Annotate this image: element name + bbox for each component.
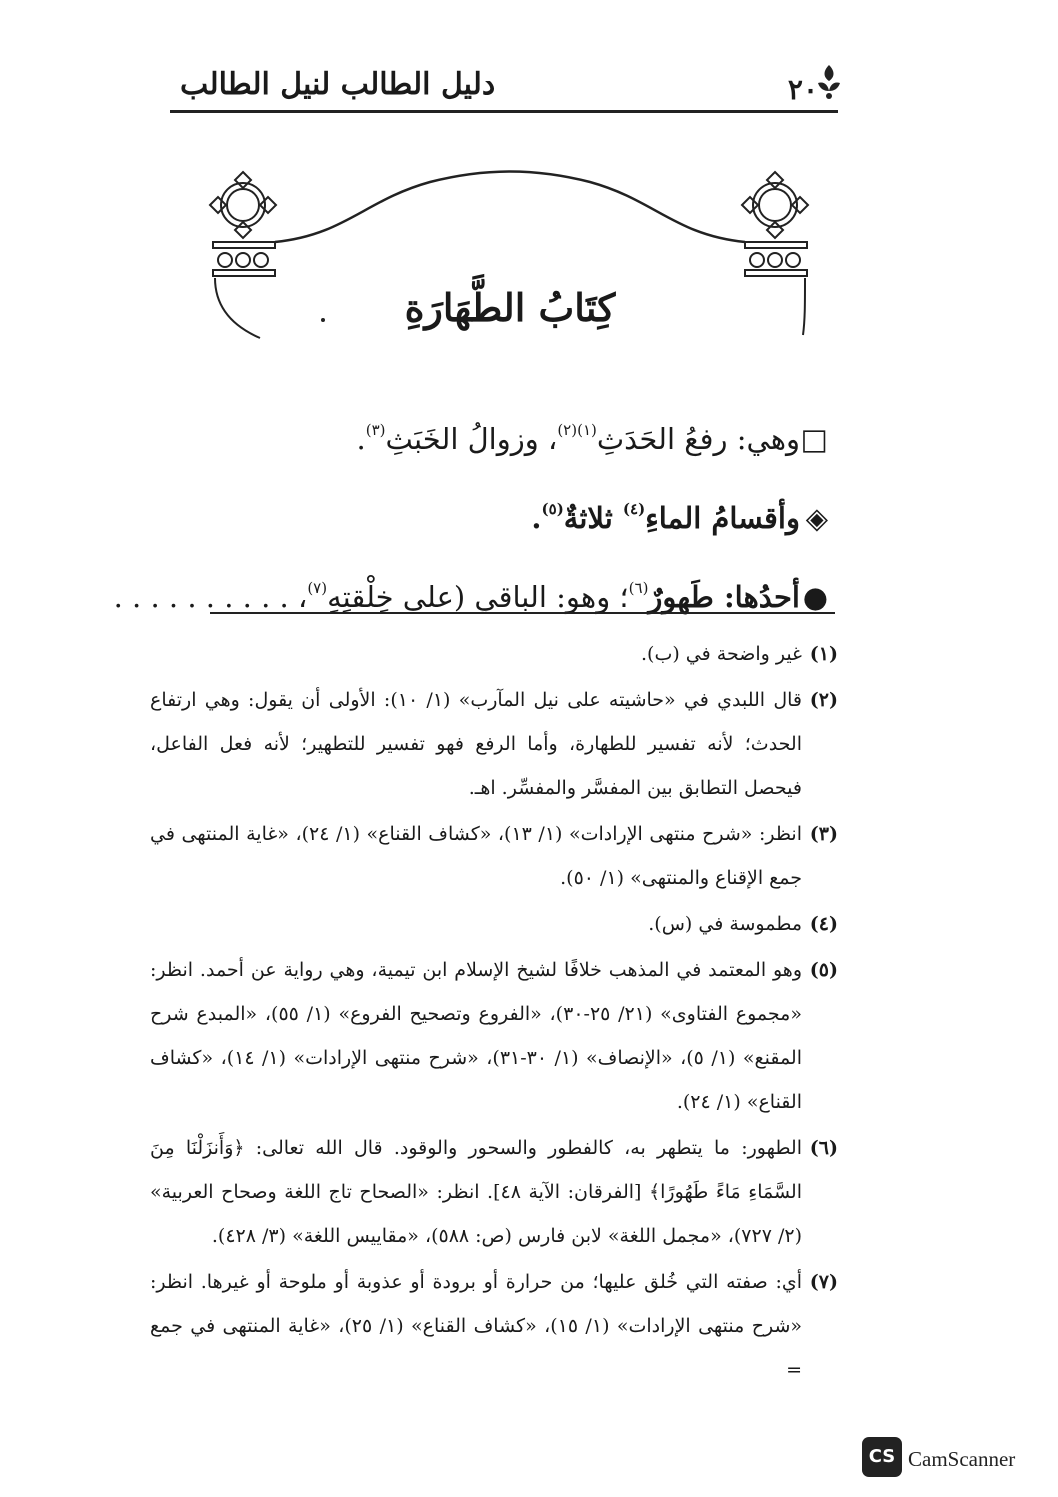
footnote-number: (٣) — [809, 823, 838, 845]
running-title: دليل الطالب لنيل الطالب — [180, 67, 496, 102]
footnote-text: قال اللبدي في «حاشيته على نيل المآرب» (١/ ١٠): الأولى أن يقول: وهي ارتفاع الحدث؛ لأنه تفسير للطهارة، وأما الرفع فهو تفسير للتطهير؛ لأنه فعل الفاعل، فيحصل التطابق بين المفسَّر والمفسِّر. اهـ. — [150, 689, 802, 799]
page-header — [170, 55, 838, 115]
footnote-text: انظر: «شرح منتهى الإرادات» (١/ ١٣)، «كشاف القناع» (١/ ٢٤)، «غاية المنتهى في جمع الإقناع والمنتهى» (١/ ٥٠). — [150, 823, 802, 889]
footnote-ref: (٣) — [365, 421, 386, 439]
main-text-run: . — [356, 422, 366, 456]
footnote-separator — [210, 612, 835, 614]
footnote-ref: (٥) — [541, 500, 564, 518]
footnote-ref: (١)(٢) — [557, 421, 597, 439]
page-number: ٢٠ — [787, 73, 818, 106]
main-text-run: وأقسامُ الماءِ — [645, 501, 800, 535]
footnote — [150, 632, 838, 676]
main-text-run: ثلاثةٌ — [563, 501, 623, 535]
footnote — [150, 1126, 838, 1258]
flower-ornament-icon — [814, 61, 844, 101]
footnote-number: (١) — [809, 643, 838, 665]
diamond-bullet-icon: ◈ — [805, 501, 828, 535]
footnote — [150, 678, 838, 810]
footnote — [150, 812, 838, 900]
main-text-run: . — [531, 501, 542, 535]
footnote-number: (٥) — [809, 959, 838, 981]
footnote-ref: (٦) — [628, 579, 649, 597]
main-line — [148, 474, 828, 553]
main-text-run: ، — [288, 580, 308, 614]
continuation-dots: . . . . . . . . . . — [113, 580, 289, 614]
main-text-run: وهي: رفعُ الحَدَثِ — [596, 422, 800, 456]
main-line — [113, 553, 828, 632]
footnote-text: مطموسة في (س). — [648, 913, 802, 935]
main-line — [148, 395, 828, 474]
camscanner-watermark: CamScanner — [908, 1447, 1016, 1471]
chapter-title: كِتَابُ الطَّهَارَةِ — [404, 285, 616, 330]
footnote-number: (٧) — [809, 1271, 838, 1293]
footnote-text: وهو المعتمد في المذهب خلافًا لشيخ الإسلام ابن تيمية، وهي رواية عن أحمد. انظر: «مجموع الفتاوى» (٢١/ ٢٥-٣٠)، «الفروع وتصحيح الفروع» (١/ ٥٥)، «المبدع شرح المقنع» (١/ ٥)، «الإنصاف» (١/ ٣٠-٣١)، «شرح منتهى الإرادات» (١/ ١٤)، «كشاف القناع» (١/ ٢٤). — [150, 959, 802, 1113]
main-text-run: ، وزوالُ الخَبَثِ — [385, 422, 558, 456]
footnote-ref: (٤) — [622, 500, 646, 518]
main-text-run: أحدُها: طَهورٌ — [648, 580, 800, 614]
square-bullet-icon: □ — [800, 422, 828, 456]
main-text — [113, 395, 828, 632]
circle-bullet-icon: ● — [802, 580, 828, 614]
main-text-run: ؛ وهو: الباقي (على خِلْقتِهِ — [327, 580, 629, 614]
footnotes — [150, 632, 838, 1394]
footnote-text: الطهور: ما يتطهر به، كالفطور والسحور والوقود. قال الله تعالى: ﴿وَأَنزَلْنَا مِنَ السَّمَاءِ مَاءً طَهُورًا﴾ [الفرقان: الآية ٤٨]. انظر: «الصحاح تاج اللغة وصحاح العربية» (٢/ ٧٢٧)، «مجمل اللغة» لابن فارس (ص: ٥٨٨)، «مقاييس اللغة» (٣/ ٤٢٨). — [150, 1137, 802, 1247]
footnote-text: غير واضحة في (ب). — [641, 643, 802, 665]
footnote-number: (٢) — [809, 689, 838, 711]
footnote — [150, 1260, 838, 1392]
header-rule — [170, 110, 838, 113]
footnote — [150, 902, 838, 946]
footnote — [150, 948, 838, 1124]
camscanner-logo-icon: CS — [862, 1437, 902, 1477]
footnote-ref: (٧) — [307, 579, 328, 597]
footnote-number: (٤) — [809, 913, 838, 935]
footnote-number: (٦) — [809, 1137, 838, 1159]
footnote-text: أي: صفته التي خُلق عليها؛ من حرارة أو برودة أو عذوبة أو ملوحة أو غيرها. انظر: «شرح منتهى الإرادات» (١/ ١٥)، «كشاف القناع» (١/ ٢٥)، «غاية المنتهى في جمع = — [150, 1271, 802, 1381]
